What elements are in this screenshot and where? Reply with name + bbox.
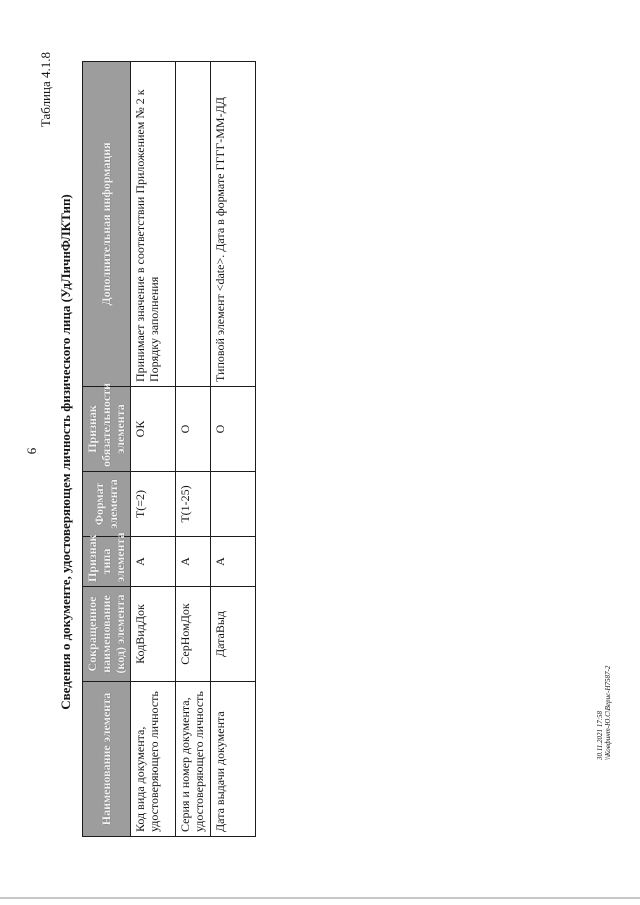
cell-type: А	[210, 537, 255, 587]
table-label: Таблица 4.1.8	[38, 52, 53, 128]
header-required: Признак обязательности элемента	[83, 387, 131, 472]
cell-format	[210, 472, 255, 537]
cell-code: КодВидДок	[131, 587, 176, 682]
cell-required: О	[176, 387, 211, 472]
header-info: Дополнительная информация	[83, 62, 131, 387]
scan-edge-line	[0, 897, 640, 899]
cell-code: СерНомДок	[176, 587, 211, 682]
cell-type: А	[176, 537, 211, 587]
cell-info: Типовой элемент <date>. Дата в формате ГГГГ-ММ-ДД	[210, 62, 255, 387]
header-name: Наименование элемента	[83, 682, 131, 837]
header-type: Признак типа элемента	[83, 537, 131, 587]
cell-required: О	[210, 387, 255, 472]
data-table	[82, 61, 256, 837]
table-row	[131, 62, 176, 837]
page-number: 9	[24, 447, 40, 455]
cell-format: T(1-25)	[176, 472, 211, 537]
cell-name: Серия и номер документа, удостоверяющего личность	[176, 682, 211, 837]
cell-type: А	[131, 537, 176, 587]
cell-info: Принимает значение в соответствии Приложением № 2 к Порядку заполнения	[131, 62, 176, 387]
rotated-page-content	[30, 52, 613, 852]
header-format: Формат элемента	[83, 472, 131, 537]
header-code: Сокращенное наименование (код) элемента	[83, 587, 131, 682]
cell-required: ОК	[131, 387, 176, 472]
table-header-row	[83, 62, 131, 837]
cell-name: Код вида документа, удостоверяющего личность	[131, 682, 176, 837]
cell-info	[176, 62, 211, 387]
table-title: Сведения о документе, удостоверяющем личность физического лица (УдЛичнФЛКТип)	[58, 194, 73, 710]
cell-code: ДатаВыд	[210, 587, 255, 682]
cell-name: Дата выдачи документа	[210, 682, 255, 837]
print-timestamp: 30.11.2021 17:58	[596, 710, 604, 760]
print-path: \\Ковфинт-Ю.С\Верис-Н7587-2	[604, 665, 613, 760]
table-row	[176, 62, 211, 837]
table-row	[210, 62, 255, 837]
cell-format: T(=2)	[131, 472, 176, 537]
print-footer	[596, 620, 613, 760]
